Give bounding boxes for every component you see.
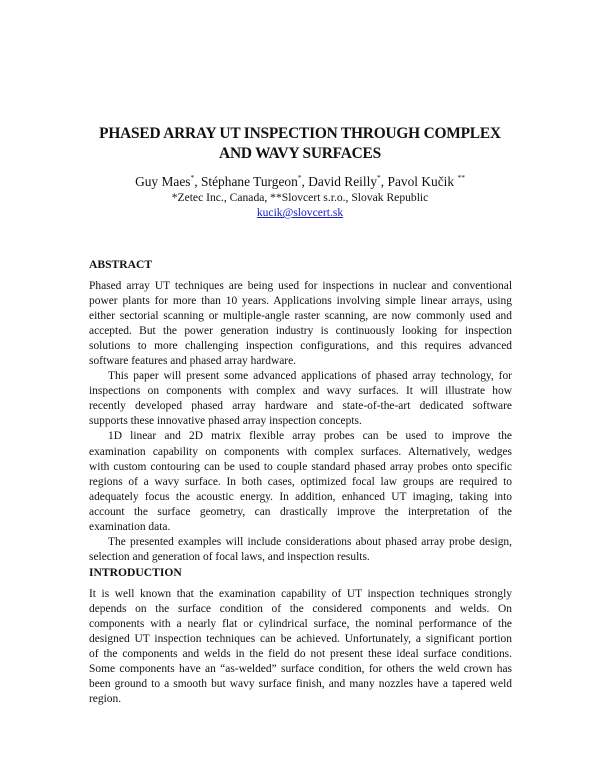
text-line: 1D linear and 2D matrix flexible array probes can be used to improve the — [108, 430, 512, 443]
author-separator: , — [301, 174, 309, 189]
affiliation-mark: * — [377, 173, 381, 182]
email-line — [60, 205, 540, 220]
author-list — [60, 173, 540, 191]
text-line: recently developed phased array hardware and state-of-the-art dedicated software — [89, 400, 512, 413]
author-separator: , — [380, 174, 388, 189]
text-line: inspections on components with complex and wavy surfaces. It will illustrate how — [89, 385, 512, 398]
text-line: selection and generation of focal laws, and inspection results. — [89, 550, 370, 563]
author-name: Guy Maes — [135, 174, 191, 189]
introduction-heading: INTRODUCTION — [89, 566, 182, 579]
affiliation: *Zetec Inc., Canada, **Slovcert s.r.o., Slovak Republic — [171, 191, 429, 204]
text-line: Phased array UT techniques are being used for inspections in nuclear and conventional — [89, 280, 512, 292]
text-line: solutions to more challenging inspection configurations, and this requires advanced — [89, 340, 512, 353]
text-line: The presented examples will include considerations about phased array probe design, — [108, 535, 512, 548]
text-line: This paper will present some advanced applications of phased array technology, for — [108, 370, 512, 383]
text-line: designed UT inspection techniques can be achieved. Unfortunately, a significant portion — [89, 633, 512, 646]
abstract-heading: ABSTRACT — [89, 258, 153, 271]
text-line: with custom contouring can be used to couple standard phased array probes onto specific — [89, 460, 512, 473]
text-line: either sectorial scanning or multiple-angle raster scanning, are now commonly used and — [89, 310, 512, 323]
text-line: accepted. But the power generation industry is continuously looking for inspection — [89, 325, 512, 338]
text-line: power plants for more than 10 years. Applications involving simple linear arrays, using — [89, 295, 512, 308]
text-line: supports these innovative phased array inspection concepts. — [89, 415, 362, 428]
text-line: adequately focus the acoustic energy. In addition, enhanced UT imaging, taking into — [89, 490, 512, 503]
author-name: David Reilly — [308, 174, 378, 189]
affiliation-mark: * — [190, 173, 195, 182]
text-line: been ground to a smooth but wavy surface finish, and many nozzles have a tapered weld — [89, 678, 512, 691]
abstract-body — [89, 279, 512, 565]
text-line: of the components and welds in the field do not present these ideal surface conditions. — [89, 648, 512, 661]
email-link[interactable]: kucik@slovcert.sk — [256, 206, 344, 219]
affiliation-mark: ** — [457, 173, 465, 182]
text-line: software features and phased array hardware. — [89, 355, 297, 368]
text-line: Some components have an “as-welded” surface condition, for others the weld crown has — [89, 663, 512, 676]
text-line: regions of a wavy surface. In both cases, optimized focal law groups are required to — [89, 475, 512, 488]
introduction-body — [89, 587, 512, 707]
text-line: examination data. — [89, 520, 171, 533]
paper-title — [60, 124, 540, 164]
text-line: It is well known that the examination capability of UT inspection techniques strongly — [89, 588, 512, 600]
title-line-1: PHASED ARRAY UT INSPECTION THROUGH COMPLEX — [99, 125, 501, 142]
title-line-2: AND WAVY SURFACES — [219, 145, 381, 162]
text-line: examination capability on components with complex surfaces. Alternatively, wedges — [89, 445, 512, 458]
text-line: account the surface geometry, can drastically improve the interpretation of the — [89, 505, 512, 518]
affiliation-mark: * — [297, 173, 302, 182]
text-line: depends on the surface condition of the considered components and welds. On — [89, 603, 512, 616]
text-line: region. — [89, 693, 122, 706]
text-line: components with a nearly flat or cylindrical surface, the nominal performance of the — [89, 618, 512, 631]
author-name: Stéphane Turgeon — [200, 174, 298, 189]
author-separator: , — [194, 174, 201, 189]
author-name: Pavol Kučik — [387, 174, 455, 189]
